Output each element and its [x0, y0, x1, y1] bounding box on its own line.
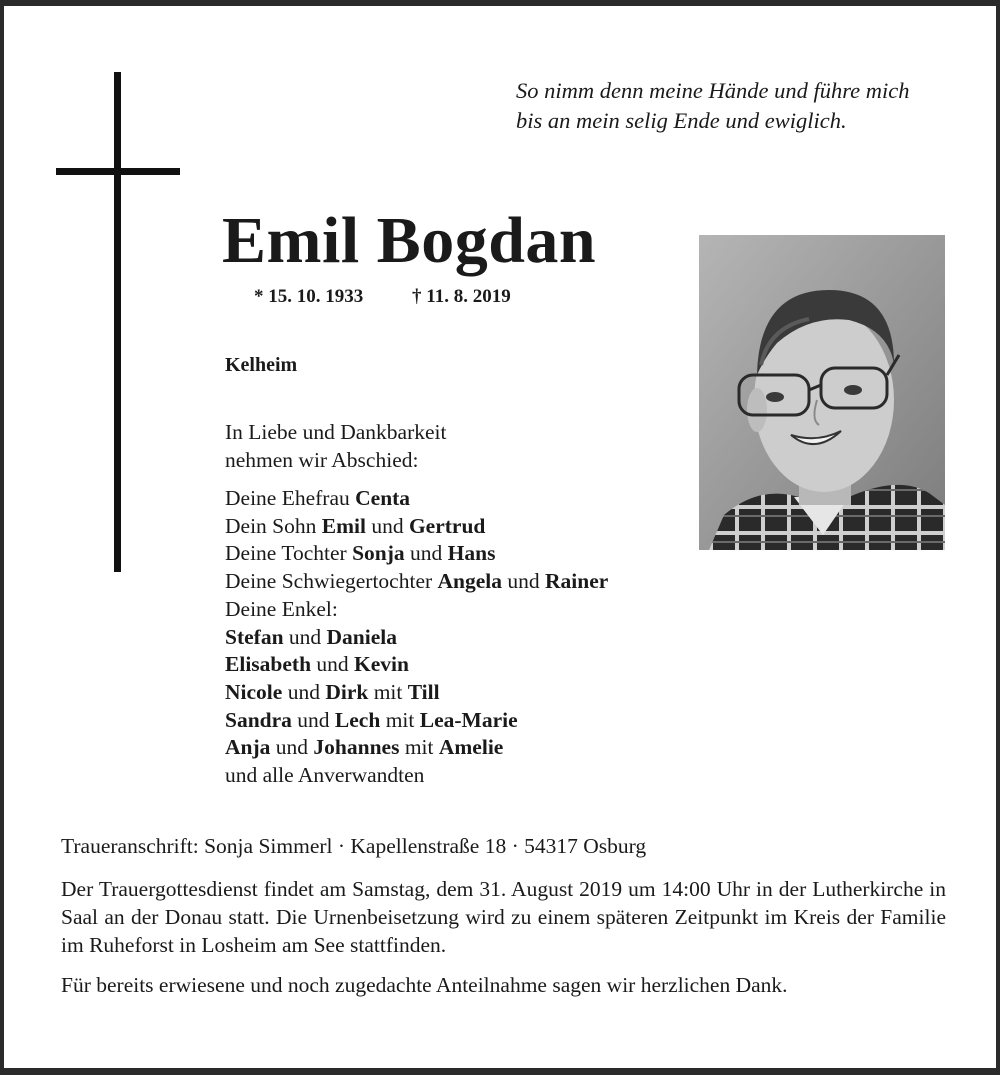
mourner-relation: mit [368, 679, 408, 704]
mourner-name: Amelie [438, 735, 504, 760]
mourner-relation: mit [399, 735, 439, 760]
mourner-line [225, 540, 608, 568]
verse-line-2: bis an mein selig Ende und ewiglich. [516, 108, 847, 133]
mourners-list [225, 485, 608, 790]
mourner-line [225, 762, 608, 790]
life-dates [254, 286, 511, 308]
mourner-name: Dirk [325, 679, 369, 704]
farewell-text [225, 418, 447, 474]
mourner-name: Lech [334, 707, 381, 732]
mourner-line [225, 624, 608, 652]
bible-verse [516, 76, 986, 136]
mourner-name: Lea-Marie [419, 707, 518, 732]
mourner-name: Sonja [352, 541, 405, 566]
mourner-relation: Dein Sohn [225, 513, 322, 538]
verse-line-1: So nimm denn meine Hände und führe mich [516, 78, 910, 103]
mourner-relation: und [291, 707, 335, 732]
mourner-relation: und [283, 624, 327, 649]
mourner-name: Angela [437, 569, 503, 594]
mourner-line [225, 679, 608, 707]
portrait-illustration [699, 235, 945, 550]
mourner-name: Stefan [225, 624, 284, 649]
thanks-note: Für bereits erwiesene und noch zugedachte Anteilnahme sagen wir herzlichen Dank. [61, 973, 788, 997]
condolence-address: Traueranschrift: Sonja Simmerl · Kapellenstraße 18 · 54317 Osburg [61, 834, 647, 858]
mourner-name: Elisabeth [225, 652, 312, 677]
cross-icon-vertical-bar [114, 72, 121, 572]
deceased-name: Emil Bogdan [222, 204, 597, 277]
mourner-relation: mit [380, 707, 420, 732]
mourner-line [225, 596, 608, 624]
residence-place: Kelheim [225, 354, 298, 376]
mourner-line [225, 651, 608, 679]
mourner-name: Daniela [326, 624, 398, 649]
mourner-relation: Deine Tochter [225, 541, 353, 566]
mourner-name: Till [407, 679, 440, 704]
funeral-service-info: Der Trauergottesdienst findet am Samstag, dem 31. August 2019 um 14:00 Uhr in der Lutherkirche in Saal an der Donau statt. Die Urnenbeisetzung wird zu einem späteren Zeitpunkt im Kreis der Familie im Ruheforst in Losheim am See stattfinden. [61, 877, 946, 957]
farewell-line-2: nehmen wir Abschied: [225, 448, 419, 472]
mourner-name: Nicole [225, 679, 283, 704]
mourner-relation: und [365, 513, 409, 538]
mourner-line [225, 707, 608, 735]
mourner-relation: und [502, 569, 546, 594]
farewell-line-1: In Liebe und Dankbarkeit [225, 420, 447, 444]
birth-date: * 15. 10. 1933 [254, 286, 364, 307]
mourner-relation: und [282, 679, 326, 704]
mourner-name: Rainer [545, 569, 609, 594]
mourner-name: Kevin [354, 652, 409, 677]
mourner-name: Gertrud [408, 513, 486, 538]
mourner-relation: Deine Ehefrau [225, 486, 356, 510]
mourner-name: Sandra [225, 707, 292, 732]
mourner-relation: Deine Schwiegertochter [225, 569, 438, 594]
mourner-relation: und [404, 541, 448, 566]
mourner-name: Hans [447, 541, 496, 566]
portrait-photo [699, 235, 945, 550]
mourner-relation: und [311, 652, 355, 677]
death-date: † 11. 8. 2019 [412, 286, 511, 307]
mourner-line [225, 568, 608, 596]
mourner-name: Centa [355, 486, 411, 510]
mourner-line [225, 513, 608, 541]
mourner-line [225, 734, 608, 762]
mourner-name: Anja [225, 735, 271, 760]
cross-icon-horizontal-bar [56, 168, 180, 175]
mourner-name: Emil [321, 513, 366, 538]
mourner-relation: und [270, 735, 314, 760]
mourner-line [225, 485, 608, 513]
mourner-name: Johannes [313, 735, 400, 760]
mourner-relation: und alle Anverwandten [225, 763, 425, 788]
mourner-relation: Deine Enkel: [225, 596, 338, 621]
